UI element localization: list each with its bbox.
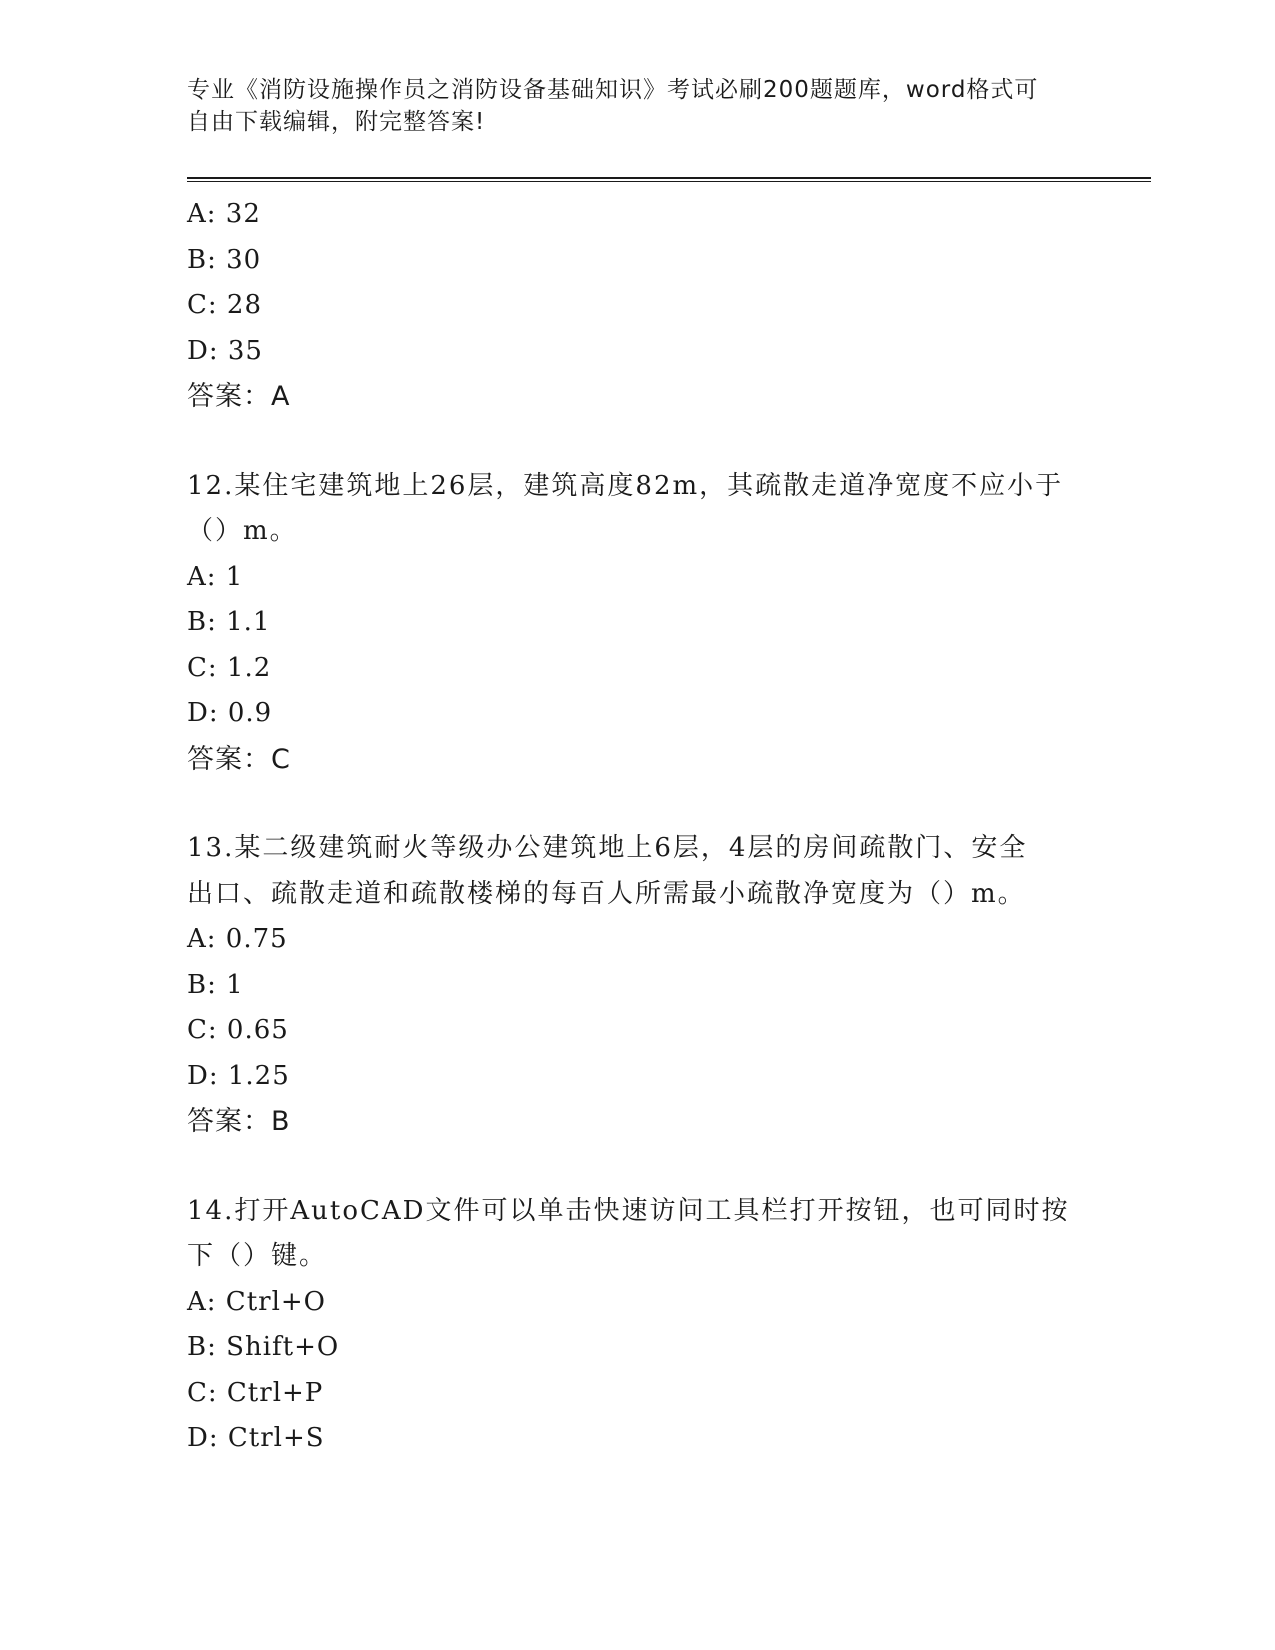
document-body xyxy=(187,192,1087,1462)
question-text-line-2: 出口、疏散走道和疏散楼梯的每百人所需最小疏散净宽度为（）m。 xyxy=(187,878,1026,909)
question-12 xyxy=(187,464,1087,783)
question-14 xyxy=(187,1189,1087,1462)
option-a: A: 0.75 xyxy=(187,924,288,954)
option-a: A: Ctrl+O xyxy=(187,1286,326,1317)
option-b: B: Shift+O xyxy=(187,1332,340,1362)
document-header xyxy=(187,74,1087,138)
question-text-line-1: 13.某二级建筑耐火等级办公建筑地上6层，4层的房间疏散门、安全 xyxy=(187,833,1028,863)
option-b: B: 1 xyxy=(187,969,244,1000)
option-c: C: 0.65 xyxy=(187,1015,289,1045)
option-d: D: 0.9 xyxy=(187,698,273,728)
option-a: A: 1 xyxy=(187,561,244,592)
answer-line: 答案：C xyxy=(187,743,291,775)
header-rule-thin xyxy=(187,181,1151,182)
option-c: C: 1.2 xyxy=(187,652,272,683)
option-b: B: 30 xyxy=(187,244,262,275)
question-text-line-1: 12.某住宅建筑地上26层，建筑高度82m，其疏散走道净宽度不应小于 xyxy=(187,470,1064,501)
option-b: B: 1.1 xyxy=(187,607,271,637)
option-d: D: 35 xyxy=(187,335,263,366)
question-13 xyxy=(187,826,1087,1145)
answer-line: 答案：A xyxy=(187,381,291,412)
option-c: C: Ctrl+P xyxy=(187,1377,324,1408)
header-rule-thick xyxy=(187,177,1151,179)
option-d: D: 1.25 xyxy=(187,1060,290,1091)
header-title-line-2: 自由下载编辑，附完整答案! xyxy=(187,109,486,135)
question-text-line-2: （）m。 xyxy=(187,516,298,546)
option-c: C: 28 xyxy=(187,290,263,320)
option-a: A: 32 xyxy=(187,199,261,229)
question-text-line-1: 14.打开AutoCAD文件可以单击快速访问工具栏打开按钮，也可同时按 xyxy=(187,1195,1070,1226)
answer-line: 答案：B xyxy=(187,1106,291,1137)
option-d: D: Ctrl+S xyxy=(187,1423,325,1453)
header-title-line-1: 专业《消防设施操作员之消防设备基础知识》考试必刷200题题库，word格式可 xyxy=(187,77,1039,103)
question-text-line-2: 下（）键。 xyxy=(187,1241,328,1271)
question-11 xyxy=(187,192,1087,420)
